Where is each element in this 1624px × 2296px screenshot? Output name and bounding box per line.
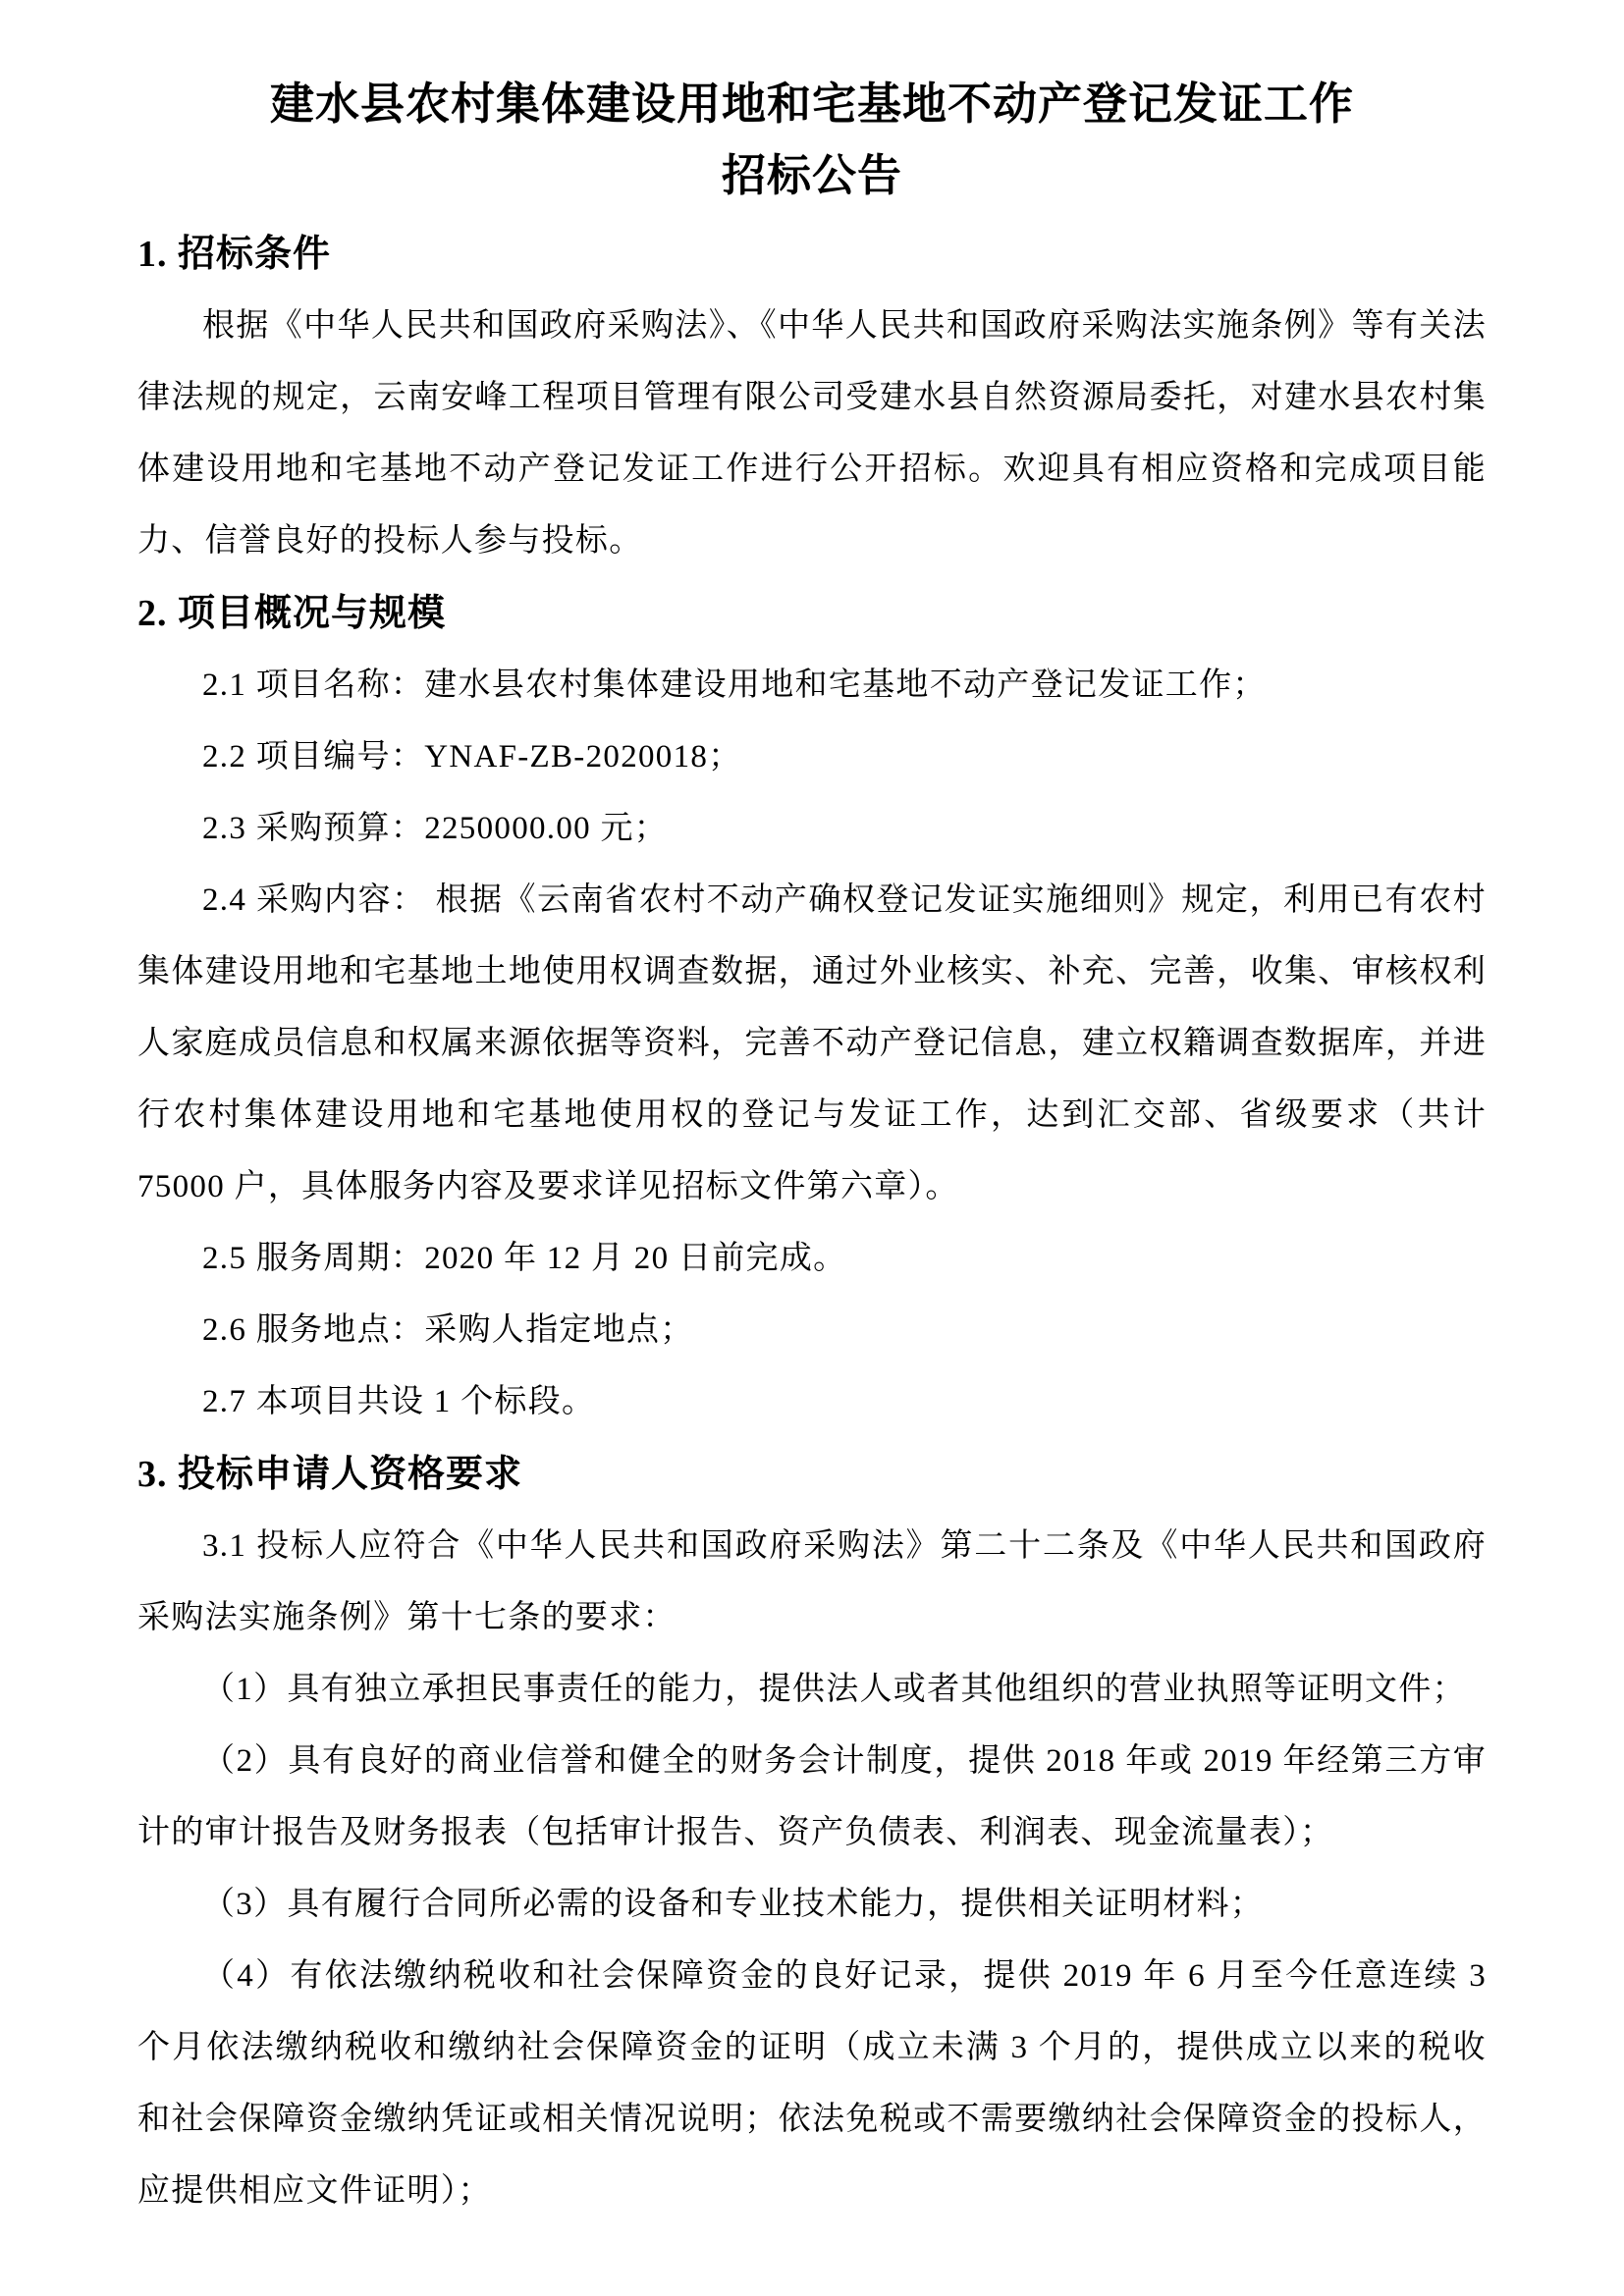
section-3-requirement-4: （4）有依法缴纳税收和社会保障资金的良好记录，提供 2019 年 6 月至今任意连续 3 个月依法缴纳税收和缴纳社会保障资金的证明（成立未满 3 个月的，提供成立以来的税收和社会保障资金缴纳凭证或相关情况说明；依法免税或不需要缴纳社会保障资金的投标人，应提供相应文件证明）； (137, 1958, 1487, 2209)
section-2-item-2-5: 2.5 服务周期：2020 年 12 月 20 日前完成。 (202, 1241, 847, 1276)
section-2-item-2-7: 2.7 本项目共设 1 个标段。 (202, 1384, 596, 1419)
section-3-heading: 3. 投标申请人资格要求 (137, 1454, 523, 1495)
section-2-heading: 2. 项目概况与规模 (137, 593, 447, 634)
section-3-item-3-1: 3.1 投标人应符合《中华人民共和国政府采购法》第二十二条及《中华人民共和国政府采购法实施条例》第十七条的要求： (137, 1528, 1487, 1635)
doc-subtitle: 招标公告 (721, 151, 902, 200)
section-1-paragraph: 根据《中华人民共和国政府采购法》、《中华人民共和国政府采购法实施条例》等有关法律法规的规定，云南安峰工程项目管理有限公司受建水县自然资源局委托，对建水县农村集体建设用地和宅基地不动产登记发证工作进行公开招标。欢迎具有相应资格和完成项目能力、信誉良好的投标人参与投标。 (137, 308, 1487, 559)
section-2-item-2-3: 2.3 采购预算：2250000.00 元； (202, 811, 669, 846)
section-3-requirement-3: （3）具有履行合同所必需的设备和专业技术能力，提供相关证明材料； (202, 1887, 1265, 1922)
section-3-requirement-1: （1）具有独立承担民事责任的能力，提供法人或者其他组织的营业执照等证明文件； (202, 1672, 1466, 1707)
section-1-heading: 1. 招标条件 (137, 234, 332, 275)
section-2-item-2-6: 2.6 服务地点：采购人指定地点； (202, 1312, 694, 1348)
section-2-item-2-4: 2.4 采购内容： 根据《云南省农村不动产确权登记发证实施细则》规定，利用已有农村集体建设用地和宅基地土地使用权调查数据，通过外业核实、补充、完善，收集、审核权利人家庭成员信息和权属来源依据等资料，完善不动产登记信息，建立权籍调查数据库，并进行农村集体建设用地和宅基地使用权的登记与发证工作，达到汇交部、省级要求（共计 75000 户，具体服务内容及要求详见招标文件第六章）。 (137, 882, 1487, 1204)
section-2-item-2-2: 2.2 项目编号：YNAF-ZB-2020018； (202, 739, 742, 774)
section-3-requirement-2: （2）具有良好的商业信誉和健全的财务会计制度，提供 2018 年或 2019 年经第三方审计的审计报告及财务报表（包括审计报告、资产负债表、利润表、现金流量表）； (137, 1743, 1487, 1850)
section-2-item-2-1: 2.1 项目名称：建水县农村集体建设用地和宅基地不动产登记发证工作； (202, 667, 1267, 703)
doc-title: 建水县农村集体建设用地和宅基地不动产登记发证工作 (269, 80, 1354, 129)
